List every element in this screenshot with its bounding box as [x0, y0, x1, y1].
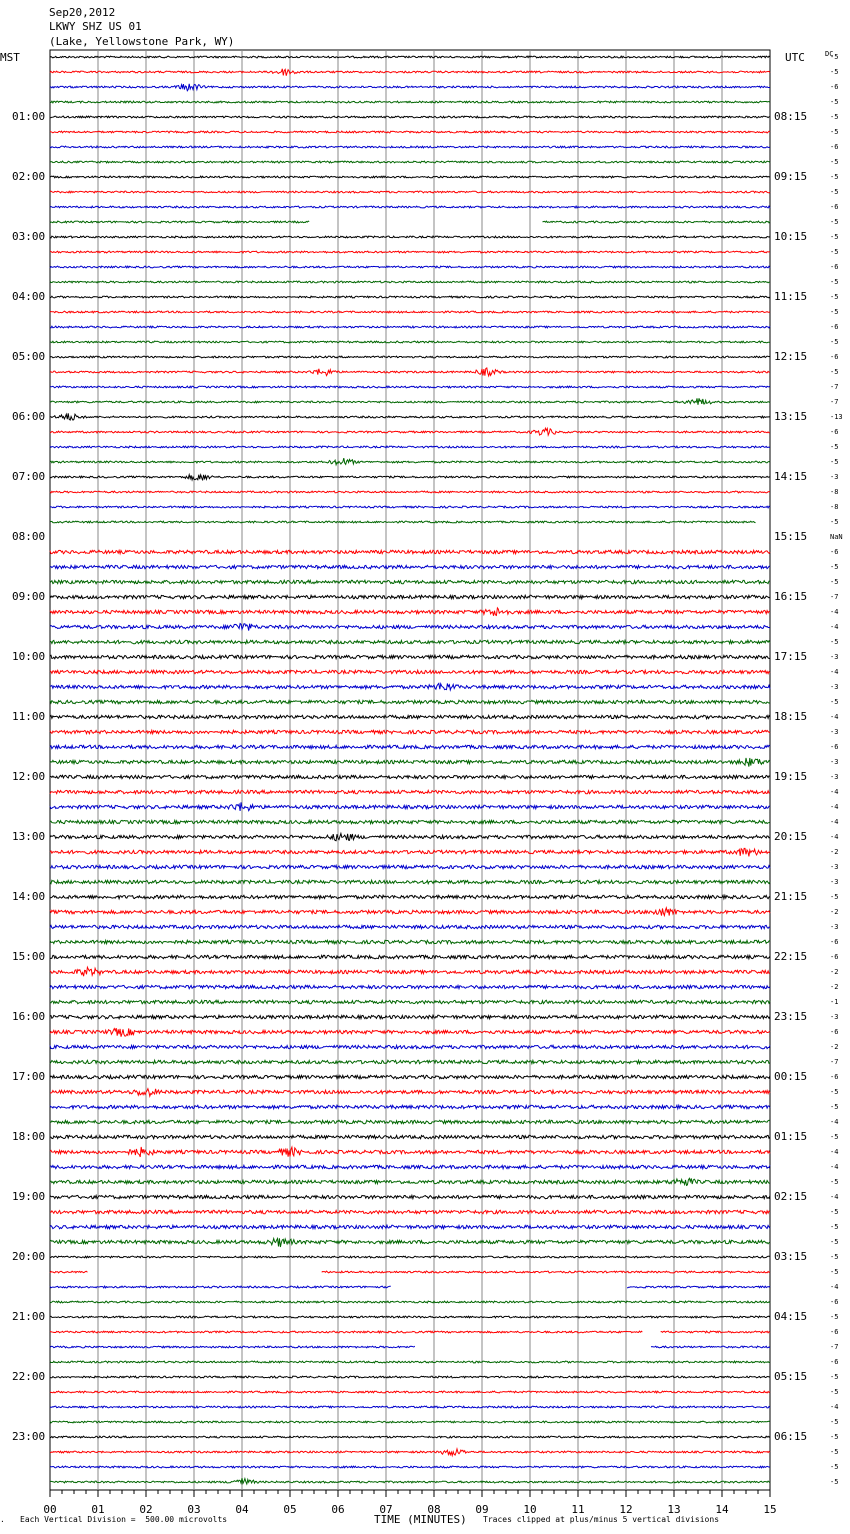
x-tick-label: 15	[763, 1503, 777, 1516]
trace-19	[50, 341, 770, 343]
dc-offset-label: -5	[830, 1463, 839, 1471]
dc-offset-label: -4	[830, 818, 839, 826]
dc-offset-label: -4	[830, 668, 839, 676]
dc-offset-label: -6	[830, 83, 839, 91]
dc-offset-label: -5	[830, 1178, 839, 1186]
footer-scale: Each Vertical Division = 500.00 microvolts	[20, 1515, 228, 1524]
x-tick-label: 11	[571, 1503, 585, 1516]
trace-5	[50, 131, 770, 133]
trace-34	[50, 565, 770, 568]
trace-1	[50, 69, 770, 76]
trace-37	[50, 608, 770, 616]
station-location: (Lake, Yellowstone Park, WY)	[49, 35, 235, 48]
trace-13	[50, 251, 770, 253]
trace-68	[50, 1075, 770, 1078]
dc-offset-label: -4	[830, 788, 839, 796]
dc-offset-label: -4	[830, 1148, 839, 1156]
trace-27	[50, 458, 770, 465]
dc-offset-label: -2	[830, 908, 839, 916]
dc-offset-label: -4	[830, 713, 839, 721]
x-tick-label: 08	[427, 1503, 441, 1516]
plot-date: Sep20,2012	[49, 6, 116, 19]
dc-offset-label: -6	[830, 143, 839, 151]
left-hour-label: 22:00	[12, 1370, 46, 1383]
left-hour-label: 15:00	[12, 950, 46, 963]
left-hour-label: 08:00	[12, 530, 46, 543]
dc-offset-label: -5	[830, 1088, 839, 1096]
dc-offset-label: -5	[830, 1448, 839, 1456]
right-hour-label: 00:15	[774, 1070, 808, 1083]
left-hour-label: 23:00	[12, 1430, 46, 1443]
right-hour-label: 20:15	[774, 830, 808, 843]
dc-offset-label: -3	[830, 683, 839, 691]
dc-offset-label: -7	[830, 1343, 839, 1351]
left-hour-label: 12:00	[12, 770, 46, 783]
dc-offset-label: -6	[830, 1028, 839, 1036]
trace-55	[50, 880, 770, 883]
trace-93	[50, 1449, 770, 1456]
trace-87	[50, 1361, 770, 1363]
trace-36	[50, 595, 770, 598]
trace-54	[50, 865, 770, 868]
trace-23	[50, 398, 770, 405]
dc-offset-label: -7	[830, 398, 839, 406]
dc-offset-label: -5	[830, 53, 839, 61]
x-tick-label: 04	[235, 1503, 249, 1516]
dc-offset-label: -3	[830, 863, 839, 871]
dc-offset-label: -3	[830, 878, 839, 886]
left-hour-label: 14:00	[12, 890, 46, 903]
dc-offset-label: -5	[830, 1208, 839, 1216]
x-tick-label: 01	[91, 1503, 105, 1516]
trace-86	[50, 1346, 770, 1348]
dc-offset-label: -5	[830, 698, 839, 706]
right-hour-label: 13:15	[774, 410, 808, 423]
trace-63	[50, 1000, 770, 1003]
right-timezone-label: UTC	[785, 51, 805, 64]
trace-82	[50, 1286, 770, 1288]
dc-offset-label: -5	[830, 113, 839, 121]
trace-53	[50, 848, 770, 856]
dc-offset-label: -5	[830, 68, 839, 76]
dc-offset-label: -4	[830, 803, 839, 811]
trace-51	[50, 820, 770, 823]
trace-16	[50, 296, 770, 298]
dc-offset-label: -6	[830, 203, 839, 211]
trace-62	[50, 985, 770, 988]
trace-73	[50, 1147, 770, 1157]
right-hour-label: 02:15	[774, 1190, 808, 1203]
x-tick-label: 05	[283, 1503, 297, 1516]
trace-39	[50, 640, 770, 643]
trace-89	[50, 1391, 770, 1393]
dc-offset-label: -6	[830, 1073, 839, 1081]
dc-offset-label: -3	[830, 473, 839, 481]
trace-94	[50, 1466, 770, 1468]
trace-64	[50, 1015, 770, 1018]
trace-83	[50, 1301, 770, 1303]
dc-offset-label: -2	[830, 968, 839, 976]
trace-47	[50, 758, 770, 767]
trace-84	[50, 1316, 770, 1318]
trace-17	[50, 311, 770, 313]
right-hour-label: 22:15	[774, 950, 808, 963]
trace-18	[50, 326, 770, 328]
dc-offset-label: -6	[830, 953, 839, 961]
dc-offset-label: -5	[830, 308, 839, 316]
trace-65	[50, 1028, 770, 1037]
dc-offset-label: -5	[830, 458, 839, 466]
trace-26	[50, 446, 770, 448]
dc-offset-label: -7	[830, 1058, 839, 1066]
trace-35	[50, 580, 770, 583]
dc-offset-label: -5	[830, 278, 839, 286]
right-hour-label: 09:15	[774, 170, 808, 183]
trace-9	[50, 191, 770, 193]
dc-offset-label: -7	[830, 383, 839, 391]
dc-offset-label: -5	[830, 1133, 839, 1141]
station-name: LKWY SHZ US 01	[49, 20, 142, 33]
right-hour-label: 23:15	[774, 1010, 808, 1023]
dc-offset-label: -2	[830, 848, 839, 856]
dc-offset-label: -8	[830, 488, 839, 496]
dc-offset-label: -4	[830, 1403, 839, 1411]
right-hour-label: 15:15	[774, 530, 808, 543]
left-timezone-label: MST	[0, 51, 20, 64]
trace-14	[50, 266, 770, 268]
x-tick-label: 14	[715, 1503, 729, 1516]
trace-7	[50, 161, 770, 163]
trace-33	[50, 550, 770, 553]
dc-offset-label: -5	[830, 1418, 839, 1426]
dc-offset-label: -5	[830, 128, 839, 136]
trace-41	[50, 670, 770, 673]
dc-offset-label: -5	[830, 1313, 839, 1321]
trace-30	[50, 506, 770, 508]
dc-offset-label: -5	[830, 578, 839, 586]
trace-21	[50, 368, 770, 376]
dc-offset-label: -5	[830, 188, 839, 196]
trace-46	[50, 745, 770, 748]
trace-74	[50, 1165, 770, 1168]
dc-offset-label: -1	[830, 998, 839, 1006]
trace-76	[50, 1195, 770, 1198]
dc-offset-label: -4	[830, 1163, 839, 1171]
trace-90	[50, 1406, 770, 1408]
dc-offset-label: -5	[830, 638, 839, 646]
right-hour-label: 21:15	[774, 890, 808, 903]
dc-offset-label: -5	[830, 173, 839, 181]
dc-offset-label: -4	[830, 1283, 839, 1291]
x-tick-label: 13	[667, 1503, 681, 1516]
left-hour-label: 20:00	[12, 1250, 46, 1263]
right-hour-label: 08:15	[774, 110, 808, 123]
footer-mark: .	[0, 1515, 5, 1524]
dc-offset-label: NaN	[830, 533, 843, 541]
dc-offset-label: -5	[830, 218, 839, 226]
dc-offset-label: -6	[830, 428, 839, 436]
trace-38	[50, 624, 770, 631]
x-axis-label: TIME (MINUTES)	[374, 1513, 467, 1526]
trace-2	[50, 84, 770, 91]
trace-58	[50, 925, 770, 928]
dc-offset-label: -4	[830, 608, 839, 616]
dc-offset-label: -6	[830, 1358, 839, 1366]
trace-25	[50, 428, 770, 435]
dc-offset-label: -6	[830, 548, 839, 556]
left-hour-label: 02:00	[12, 170, 46, 183]
trace-3	[50, 101, 770, 103]
right-hour-label: 11:15	[774, 290, 808, 303]
dc-offset-label: -7	[830, 593, 839, 601]
trace-4	[50, 116, 770, 118]
right-hour-label: 01:15	[774, 1130, 808, 1143]
trace-12	[50, 236, 770, 238]
dc-header-label: DC	[825, 50, 834, 58]
trace-78	[50, 1225, 770, 1228]
left-hour-label: 07:00	[12, 470, 46, 483]
dc-offset-label: -4	[830, 1118, 839, 1126]
dc-offset-label: -6	[830, 323, 839, 331]
trace-61	[50, 967, 770, 976]
trace-15	[50, 281, 770, 283]
dc-offset-label: -5	[830, 518, 839, 526]
dc-offset-label: -3	[830, 923, 839, 931]
right-hour-label: 03:15	[774, 1250, 808, 1263]
right-hour-label: 06:15	[774, 1430, 808, 1443]
dc-offset-label: -4	[830, 623, 839, 631]
left-hour-label: 09:00	[12, 590, 46, 603]
trace-67	[50, 1060, 770, 1063]
trace-72	[50, 1135, 770, 1138]
left-hour-label: 16:00	[12, 1010, 46, 1023]
left-hour-label: 10:00	[12, 650, 46, 663]
dc-offset-label: -2	[830, 983, 839, 991]
dc-offset-label: -3	[830, 653, 839, 661]
dc-offset-label: -5	[830, 1253, 839, 1261]
trace-95	[50, 1478, 770, 1484]
plot-frame	[50, 50, 770, 1490]
trace-8	[50, 176, 770, 178]
dc-offset-label: -5	[830, 1373, 839, 1381]
dc-offset-label: -13	[830, 413, 843, 421]
dc-offset-label: -3	[830, 1013, 839, 1021]
dc-offset-label: -5	[830, 443, 839, 451]
dc-offset-label: -6	[830, 353, 839, 361]
left-hour-label: 03:00	[12, 230, 46, 243]
right-hour-label: 10:15	[774, 230, 808, 243]
dc-offset-label: -5	[830, 1433, 839, 1441]
trace-69	[50, 1089, 770, 1097]
left-hour-label: 06:00	[12, 410, 46, 423]
trace-29	[50, 491, 770, 493]
left-hour-label: 19:00	[12, 1190, 46, 1203]
trace-28	[50, 475, 770, 481]
trace-57	[50, 908, 770, 916]
trace-11	[50, 221, 770, 223]
trace-66	[50, 1045, 770, 1048]
trace-52	[50, 834, 770, 841]
dc-offset-label: -5	[830, 293, 839, 301]
trace-20	[50, 356, 770, 358]
trace-40	[50, 655, 770, 658]
left-hour-label: 17:00	[12, 1070, 46, 1083]
dc-offset-label: -6	[830, 263, 839, 271]
dc-offset-label: -5	[830, 893, 839, 901]
trace-79	[50, 1238, 770, 1247]
left-hour-label: 18:00	[12, 1130, 46, 1143]
trace-85	[50, 1331, 770, 1333]
right-hour-label: 05:15	[774, 1370, 808, 1383]
x-tick-label: 12	[619, 1503, 633, 1516]
x-tick-label: 02	[139, 1503, 153, 1516]
trace-92	[50, 1436, 770, 1438]
dc-offset-label: -5	[830, 563, 839, 571]
left-hour-label: 11:00	[12, 710, 46, 723]
trace-42	[50, 683, 770, 690]
dc-offset-label: -6	[830, 743, 839, 751]
trace-80	[50, 1256, 770, 1258]
dc-offset-label: -8	[830, 503, 839, 511]
trace-71	[50, 1120, 770, 1123]
right-hour-label: 17:15	[774, 650, 808, 663]
dc-offset-label: -5	[830, 158, 839, 166]
left-hour-label: 05:00	[12, 350, 46, 363]
dc-offset-label: -3	[830, 773, 839, 781]
trace-75	[50, 1178, 770, 1185]
x-tick-label: 06	[331, 1503, 345, 1516]
x-tick-label: 07	[379, 1503, 393, 1516]
trace-6	[50, 146, 770, 148]
trace-49	[50, 790, 770, 793]
dc-offset-label: -6	[830, 938, 839, 946]
trace-0	[50, 56, 770, 58]
trace-59	[50, 940, 770, 943]
trace-60	[50, 955, 770, 958]
trace-31	[50, 521, 756, 523]
dc-offset-label: -3	[830, 728, 839, 736]
x-tick-label: 09	[475, 1503, 489, 1516]
left-hour-label: 01:00	[12, 110, 46, 123]
dc-offset-label: -6	[830, 1328, 839, 1336]
dc-offset-label: -5	[830, 1478, 839, 1486]
dc-offset-label: -5	[830, 1388, 839, 1396]
left-hour-label: 13:00	[12, 830, 46, 843]
dc-offset-label: -5	[830, 1103, 839, 1111]
dc-offset-label: -5	[830, 1238, 839, 1246]
dc-offset-label: -5	[830, 1268, 839, 1276]
dc-offset-label: -5	[830, 233, 839, 241]
dc-offset-label: -5	[830, 1223, 839, 1231]
trace-91	[50, 1421, 770, 1423]
dc-offset-label: -5	[830, 338, 839, 346]
right-hour-label: 16:15	[774, 590, 808, 603]
trace-50	[50, 802, 770, 811]
dc-offset-label: -4	[830, 833, 839, 841]
dc-offset-label: -5	[830, 98, 839, 106]
trace-22	[50, 386, 770, 388]
right-hour-label: 14:15	[774, 470, 808, 483]
x-tick-label: 00	[43, 1503, 57, 1516]
dc-offset-label: -5	[830, 248, 839, 256]
left-hour-label: 04:00	[12, 290, 46, 303]
dc-offset-label: -2	[830, 1043, 839, 1051]
trace-24	[50, 413, 770, 420]
trace-10	[50, 206, 770, 208]
x-tick-label: 03	[187, 1503, 201, 1516]
trace-88	[50, 1376, 770, 1378]
dc-offset-label: -6	[830, 1298, 839, 1306]
trace-45	[50, 730, 770, 733]
right-hour-label: 04:15	[774, 1310, 808, 1323]
trace-81	[50, 1271, 770, 1273]
dc-offset-label: -4	[830, 1193, 839, 1201]
right-hour-label: 12:15	[774, 350, 808, 363]
trace-44	[50, 715, 770, 718]
x-tick-label: 10	[523, 1503, 537, 1516]
dc-offset-label: -3	[830, 758, 839, 766]
footer-clip-note: Traces clipped at plus/minus 5 vertical divisions	[483, 1515, 720, 1524]
trace-56	[50, 895, 770, 898]
right-hour-label: 19:15	[774, 770, 808, 783]
trace-43	[50, 700, 770, 703]
trace-70	[50, 1105, 770, 1108]
right-hour-label: 18:15	[774, 710, 808, 723]
dc-offset-label: -5	[830, 368, 839, 376]
trace-77	[50, 1210, 770, 1213]
left-hour-label: 21:00	[12, 1310, 46, 1323]
trace-48	[50, 775, 770, 778]
